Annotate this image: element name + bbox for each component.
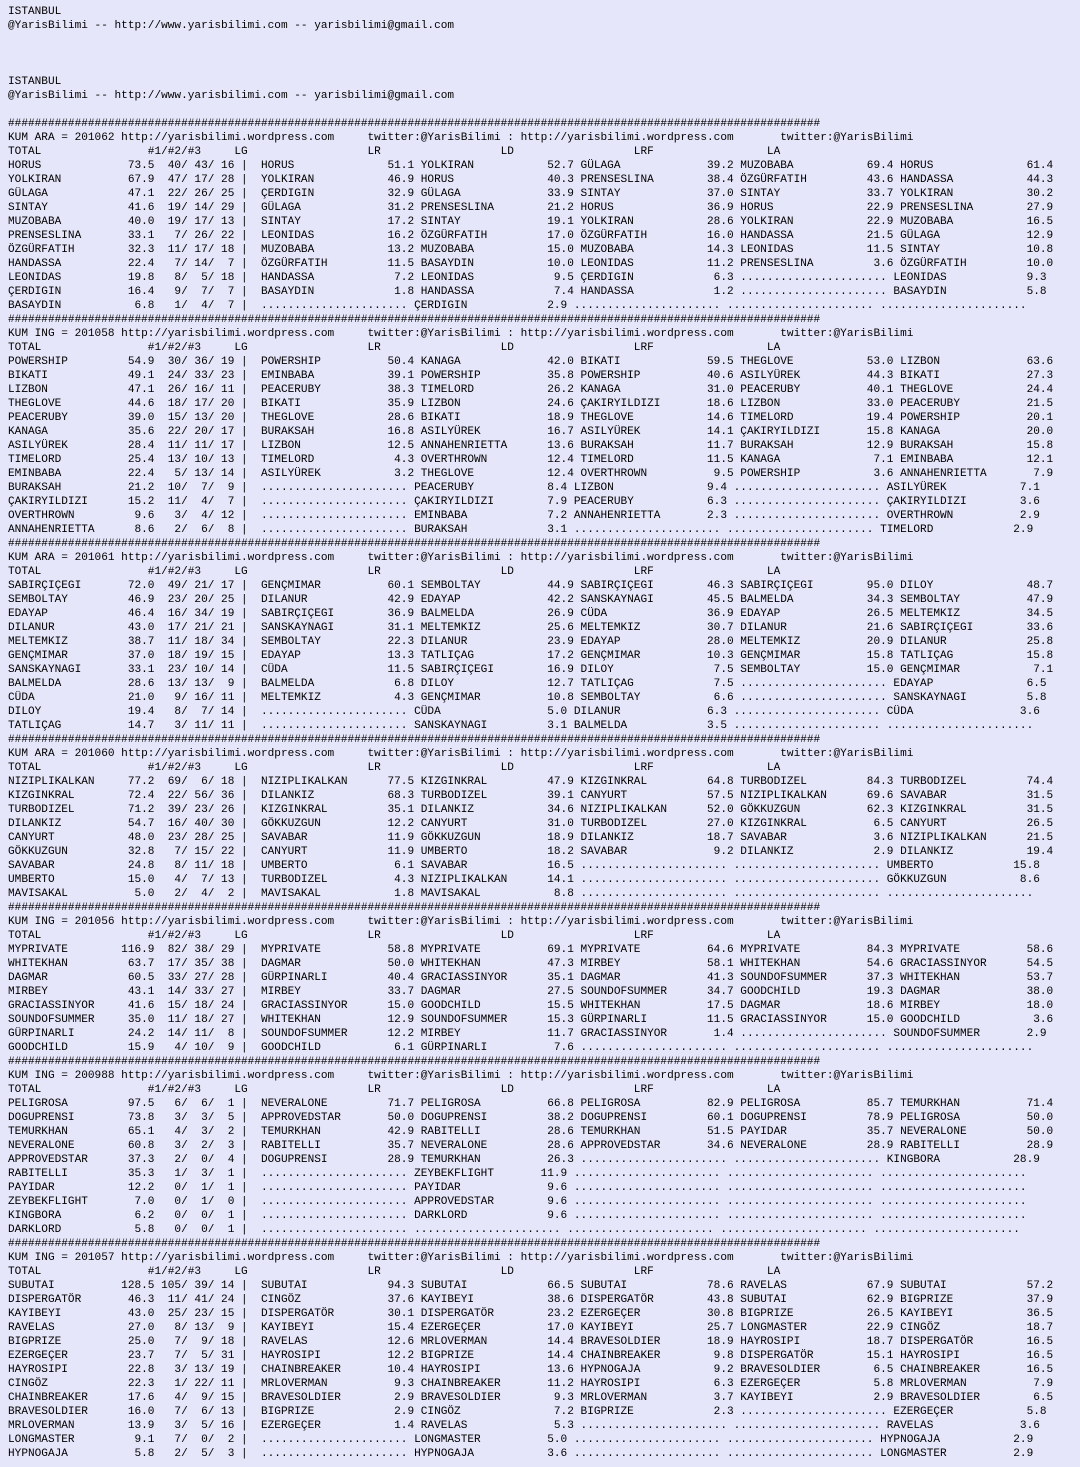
race-header-line: KUM ING = 201056 http://yarisbilimi.wordpress.com twitter:@YarisBilimi : http://yarisbilimi.wordpress.com twitter:@YarisBilimi	[8, 916, 914, 928]
result-row: GÜRPINARLI 24.2 14/ 11/ 8 | SOUNDOFSUMMER 12.2 MIRBEY 11.7 GRACIASSINYOR 1.4 ...................... SOUNDOFSUMMER 2.9	[8, 1028, 1047, 1040]
result-row: CÜDA 21.0 9/ 16/ 11 | MELTEMKIZ 4.3 GENÇMIMAR 10.8 SEMBOLTAY 6.6 ...................... SANSKAYNAGI 5.8	[8, 692, 1047, 704]
result-row: KIZGINKRAL 72.4 22/ 56/ 36 | DILANKIZ 68.3 TURBODIZEL 39.1 CANYURT 57.5 NIZIPLIKALKAN 69.6 SAVABAR 31.5	[8, 790, 1054, 802]
result-row: POWERSHIP 54.9 30/ 36/ 19 | POWERSHIP 50.4 KANAGA 42.0 BIKATI 59.5 THEGLOVE 53.0 LIZBON 63.6	[8, 356, 1054, 368]
result-row: MIRBEY 43.1 14/ 33/ 27 | MIRBEY 33.7 DAGMAR 27.5 SOUNDOFSUMMER 34.7 GOODCHILD 19.3 DAGMAR 38.0	[8, 986, 1054, 998]
result-row: RABITELLI 35.3 1/ 3/ 1 | ...................... ZEYBEKFLIGHT 11.9 ...................... ...................... ......................	[8, 1168, 1027, 1180]
result-row: SINTAY 41.6 19/ 14/ 29 | GÜLAGA 31.2 PRENSESLINA 21.2 HORUS 36.9 HORUS 22.9 PRENSESLINA 27.9	[8, 202, 1054, 214]
contact-line: @YarisBilimi -- http://www.yarisbilimi.com -- yarisbilimi@gmail.com	[8, 20, 455, 32]
result-row: NEVERALONE 60.8 3/ 2/ 3 | RABITELLI 35.7 NEVERALONE 28.6 APPROVEDSTAR 34.6 NEVERALONE 28.9 RABITELLI 28.9	[8, 1140, 1054, 1152]
result-row: LONGMASTER 9.1 7/ 0/ 2 | ...................... LONGMASTER 5.0 ...................... ...................... HYPNOGAJA 2.9	[8, 1434, 1034, 1446]
result-row: UMBERTO 15.0 4/ 7/ 13 | TURBODIZEL 4.3 NIZIPLIKALKAN 14.1 ...................... ...................... GÖKKUZGUN 8.6	[8, 874, 1040, 886]
result-row: EZERGEÇER 23.7 7/ 5/ 31 | HAYROSIPI 12.2 BIGPRIZE 14.4 CHAINBREAKER 9.8 DISPERGATÖR 15.1 HAYROSIPI 16.5	[8, 1350, 1054, 1362]
result-row: ÖZGÜRFATIH 32.3 11/ 17/ 18 | MUZOBABA 13.2 MUZOBABA 15.0 MUZOBABA 14.3 LEONIDAS 11.5 SINTAY 10.8	[8, 244, 1054, 256]
result-row: PELIGROSA 97.5 6/ 6/ 1 | NEVERALONE 71.7 PELIGROSA 66.8 PELIGROSA 82.9 PELIGROSA 85.7 TEMURKHAN 71.4	[8, 1098, 1054, 1110]
result-row: MELTEMKIZ 38.7 11/ 18/ 34 | SEMBOLTAY 22.3 DILANUR 23.9 EDAYAP 28.0 MELTEMKIZ 20.9 DILANUR 25.8	[8, 636, 1054, 648]
result-row: MRLOVERMAN 13.9 3/ 5/ 16 | EZERGEÇER 1.4 RAVELAS 5.3 ...................... ...................... RAVELAS 3.6	[8, 1420, 1040, 1432]
result-row: TEMURKHAN 65.1 4/ 3/ 2 | TEMURKHAN 42.9 RABITELLI 28.6 TEMURKHAN 51.5 PAYIDAR 35.7 NEVERALONE 50.0	[8, 1126, 1054, 1138]
result-row: MAVISAKAL 5.0 2/ 4/ 2 | MAVISAKAL 1.8 MAVISAKAL 8.8 ...................... ...................... ......................	[8, 888, 1034, 900]
result-row: SOUNDOFSUMMER 35.0 11/ 18/ 27 | WHITEKHAN 12.9 SOUNDOFSUMMER 15.3 GÜRPINARLI 11.5 GRACIASSINYOR 15.0 GOODCHILD 3.6	[8, 1014, 1054, 1026]
result-row: THEGLOVE 44.6 18/ 17/ 20 | BIKATI 35.9 LIZBON 24.6 ÇAKIRYILDIZI 18.6 LIZBON 33.0 PEACERUBY 21.5	[8, 398, 1054, 410]
result-row: TURBODIZEL 71.2 39/ 23/ 26 | KIZGINKRAL 35.1 DILANKIZ 34.6 NIZIPLIKALKAN 52.0 GÖKKUZGUN 62.3 KIZGINKRAL 31.5	[8, 804, 1054, 816]
section-divider: ##########################################################################################################################	[8, 734, 821, 746]
column-header-line: TOTAL #1/#2/#3 LG LR LD LRF LA	[8, 930, 781, 942]
result-row: EMINBABA 22.4 5/ 13/ 14 | ASILYÜREK 3.2 THEGLOVE 12.4 OVERTHROWN 9.5 POWERSHIP 3.6 ANNAHENRIETTA 7.9	[8, 468, 1054, 480]
column-header-line: TOTAL #1/#2/#3 LG LR LD LRF LA	[8, 342, 781, 354]
result-row: GENÇMIMAR 37.0 18/ 19/ 15 | EDAYAP 13.3 TATLIÇAG 17.2 GENÇMIMAR 10.3 GENÇMIMAR 15.8 TATLIÇAG 15.8	[8, 650, 1054, 662]
section-divider: ##########################################################################################################################	[8, 314, 821, 326]
result-row: HANDASSA 22.4 7/ 14/ 7 | ÖZGÜRFATIH 11.5 BASAYDIN 10.0 LEONIDAS 11.2 PRENSESLINA 3.6 ÖZGÜRFATIH 10.0	[8, 258, 1054, 270]
race-header-line: KUM ING = 201057 http://yarisbilimi.wordpress.com twitter:@YarisBilimi : http://yarisbilimi.wordpress.com twitter:@YarisBilimi	[8, 1252, 914, 1264]
column-header-line: TOTAL #1/#2/#3 LG LR LD LRF LA	[8, 1084, 781, 1096]
result-row: APPROVEDSTAR 37.3 2/ 0/ 4 | DOGUPRENSI 28.9 TEMURKHAN 26.3 ...................... ...................... KINGBORA 28.9	[8, 1154, 1040, 1166]
result-row: GOODCHILD 15.9 4/ 10/ 9 | GOODCHILD 6.1 GÜRPINARLI 7.6 ...................... ...................... ......................	[8, 1042, 1034, 1054]
column-header-line: TOTAL #1/#2/#3 LG LR LD LRF LA	[8, 762, 781, 774]
blank-line	[8, 103, 1080, 117]
result-row: HORUS 73.5 40/ 43/ 16 | HORUS 51.1 YOLKIRAN 52.7 GÜLAGA 39.2 MUZOBABA 69.4 HORUS 61.4	[8, 160, 1054, 172]
race-header-line: KUM ARA = 201061 http://yarisbilimi.wordpress.com twitter:@YarisBilimi : http://yarisbilimi.wordpress.com twitter:@YarisBilimi	[8, 552, 914, 564]
section-divider: ##########################################################################################################################	[8, 538, 821, 550]
result-row: GÖKKUZGUN 32.8 7/ 15/ 22 | CANYURT 11.9 UMBERTO 18.2 SAVABAR 9.2 DILANKIZ 2.9 DILANKIZ 19.4	[8, 846, 1054, 858]
result-row: KINGBORA 6.2 0/ 0/ 1 | ...................... DARKLORD 9.6 ...................... ...................... ......................	[8, 1210, 1027, 1222]
result-row: LIZBON 47.1 26/ 16/ 11 | PEACERUBY 38.3 TIMELORD 26.2 KANAGA 31.0 PEACERUBY 40.1 THEGLOVE 24.4	[8, 384, 1054, 396]
section-divider: ##########################################################################################################################	[8, 1238, 821, 1250]
result-row: PRENSESLINA 33.1 7/ 26/ 22 | LEONIDAS 16.2 ÖZGÜRFATIH 17.0 ÖZGÜRFATIH 16.0 HANDASSA 21.5 GÜLAGA 12.9	[8, 230, 1054, 242]
blank-line	[8, 33, 1080, 47]
column-header-line: TOTAL #1/#2/#3 LG LR LD LRF LA	[8, 566, 781, 578]
result-row: CANYURT 48.0 23/ 28/ 25 | SAVABAR 11.9 GÖKKUZGUN 18.9 DILANKIZ 18.7 SAVABAR 3.6 NIZIPLIKALKAN 21.5	[8, 832, 1054, 844]
result-row: DILANKIZ 54.7 16/ 40/ 30 | GÖKKUZGUN 12.2 CANYURT 31.0 TURBODIZEL 27.0 KIZGINKRAL 6.5 CANYURT 26.5	[8, 818, 1054, 830]
result-row: MYPRIVATE 116.9 82/ 38/ 29 | MYPRIVATE 58.8 MYPRIVATE 69.1 MYPRIVATE 64.6 MYPRIVATE 84.3 MYPRIVATE 58.6	[8, 944, 1054, 956]
result-row: DAGMAR 60.5 33/ 27/ 28 | GÜRPINARLI 40.4 GRACIASSINYOR 35.1 DAGMAR 41.3 SOUNDOFSUMMER 37.3 WHITEKHAN 53.7	[8, 972, 1054, 984]
result-row: SAVABAR 24.8 8/ 11/ 18 | UMBERTO 6.1 SAVABAR 16.5 ...................... ...................... UMBERTO 15.8	[8, 860, 1040, 872]
result-row: PEACERUBY 39.0 15/ 13/ 20 | THEGLOVE 28.6 BIKATI 18.9 THEGLOVE 14.6 TIMELORD 19.4 POWERSHIP 20.1	[8, 412, 1054, 424]
race-header-line: KUM ARA = 201062 http://yarisbilimi.wordpress.com twitter:@YarisBilimi : http://yarisbilimi.wordpress.com twitter:@YarisBilimi	[8, 132, 914, 144]
result-row: LEONIDAS 19.8 8/ 5/ 18 | HANDASSA 7.2 LEONIDAS 9.5 ÇERDIGIN 6.3 ...................... LEONIDAS 9.3	[8, 272, 1047, 284]
result-row: ASILYÜREK 28.4 11/ 11/ 17 | LIZBON 12.5 ANNAHENRIETTA 13.6 BURAKSAH 11.7 BURAKSAH 12.9 BURAKSAH 15.8	[8, 440, 1054, 452]
result-row: BRAVESOLDIER 16.0 7/ 6/ 13 | BIGPRIZE 2.9 CINGÖZ 7.2 BIGPRIZE 2.3 ...................... EZERGEÇER 5.8	[8, 1406, 1047, 1418]
result-row: DILOY 19.4 8/ 7/ 14 | ...................... CÜDA 5.0 DILANUR 6.3 ...................... CÜDA 3.6	[8, 706, 1040, 718]
column-header-line: TOTAL #1/#2/#3 LG LR LD LRF LA	[8, 146, 781, 158]
result-row: WHITEKHAN 63.7 17/ 35/ 38 | DAGMAR 50.0 WHITEKHAN 47.3 MIRBEY 58.1 WHITEKHAN 54.6 GRACIASSINYOR 54.5	[8, 958, 1054, 970]
result-row: ÇAKIRYILDIZI 15.2 11/ 4/ 7 | ...................... ÇAKIRYILDIZI 7.9 PEACERUBY 6.3 ...................... ÇAKIRYILDIZI 3.6	[8, 496, 1040, 508]
city-title: ISTANBUL	[8, 6, 62, 18]
result-row: TATLIÇAG 14.7 3/ 11/ 11 | ...................... SANSKAYNAGI 3.1 BALMELDA 3.5 ...................... ......................	[8, 720, 1034, 732]
result-row: GRACIASSINYOR 41.6 15/ 18/ 24 | GRACIASSINYOR 15.0 GOODCHILD 15.5 WHITEKHAN 17.5 DAGMAR 18.6 MIRBEY 18.0	[8, 1000, 1054, 1012]
result-row: BASAYDIN 6.8 1/ 4/ 7 | ...................... ÇERDIGIN 2.9 ...................... ...................... ......................	[8, 300, 1027, 312]
result-row: MUZOBABA 40.0 19/ 17/ 13 | SINTAY 17.2 SINTAY 19.1 YOLKIRAN 28.6 YOLKIRAN 22.9 MUZOBABA 16.5	[8, 216, 1054, 228]
result-row: DISPERGATÖR 46.3 11/ 41/ 24 | CINGÖZ 37.6 KAYIBEYI 38.6 DISPERGATÖR 43.8 SUBUTAI 62.9 BIGPRIZE 37.9	[8, 1294, 1054, 1306]
result-row: CHAINBREAKER 17.6 4/ 9/ 15 | BRAVESOLDIER 2.9 BRAVESOLDIER 9.3 MRLOVERMAN 3.7 KAYIBEYI 2.9 BRAVESOLDIER 6.5	[8, 1392, 1054, 1404]
result-row: SABIRÇIÇEGI 72.0 49/ 21/ 17 | GENÇMIMAR 60.1 SEMBOLTAY 44.9 SABIRÇIÇEGI 46.3 SABIRÇIÇEGI 95.0 DILOY 48.7	[8, 580, 1054, 592]
section-divider: ##########################################################################################################################	[8, 902, 821, 914]
result-row: SEMBOLTAY 46.9 23/ 20/ 25 | DILANUR 42.9 EDAYAP 42.2 SANSKAYNAGI 45.5 BALMELDA 34.3 SEMBOLTAY 47.9	[8, 594, 1054, 606]
race-header-line: KUM ARA = 201060 http://yarisbilimi.wordpress.com twitter:@YarisBilimi : http://yarisbilimi.wordpress.com twitter:@YarisBilimi	[8, 748, 914, 760]
result-row: BIGPRIZE 25.0 7/ 9/ 18 | RAVELAS 12.6 MRLOVERMAN 14.4 BRAVESOLDIER 18.9 HAYROSIPI 18.7 DISPERGATÖR 16.5	[8, 1336, 1054, 1348]
result-row: HYPNOGAJA 5.8 2/ 5/ 3 | ...................... HYPNOGAJA 3.6 ...................... ...................... LONGMASTER 2.9	[8, 1448, 1034, 1460]
column-header-line: TOTAL #1/#2/#3 LG LR LD LRF LA	[8, 1266, 781, 1278]
result-row: ZEYBEKFLIGHT 7.0 0/ 1/ 0 | ...................... APPROVEDSTAR 9.6 ...................... ...................... ......................	[8, 1196, 1027, 1208]
result-row: HAYROSIPI 22.8 3/ 13/ 19 | CHAINBREAKER 10.4 HAYROSIPI 13.6 HYPNOGAJA 9.2 BRAVESOLDIER 6.5 CHAINBREAKER 16.5	[8, 1364, 1054, 1376]
result-row: BALMELDA 28.6 13/ 13/ 9 | BALMELDA 6.8 DILOY 12.7 TATLIÇAG 7.5 ...................... EDAYAP 6.5	[8, 678, 1047, 690]
result-row: SANSKAYNAGI 33.1 23/ 10/ 14 | CÜDA 11.5 SABIRÇIÇEGI 16.9 DILOY 7.5 SEMBOLTAY 15.0 GENÇMIMAR 7.1	[8, 664, 1054, 676]
section-divider: ##########################################################################################################################	[8, 1056, 821, 1068]
result-row: PAYIDAR 12.2 0/ 1/ 1 | ...................... PAYIDAR 9.6 ...................... ...................... ......................	[8, 1182, 1027, 1194]
result-row: ANNAHENRIETTA 8.6 2/ 6/ 8 | ...................... BURAKSAH 3.1 ...................... ...................... TIMELORD 2.9	[8, 524, 1034, 536]
section-divider: ##########################################################################################################################	[8, 118, 821, 130]
result-row: BURAKSAH 21.2 10/ 7/ 9 | ...................... PEACERUBY 8.4 LIZBON 9.4 ...................... ASILYÜREK 7.1	[8, 482, 1040, 494]
result-row: BIKATI 49.1 24/ 33/ 23 | EMINBABA 39.1 POWERSHIP 35.8 POWERSHIP 40.6 ASILYÜREK 44.3 BIKATI 27.3	[8, 370, 1054, 382]
result-row: DILANUR 43.0 17/ 21/ 21 | SANSKAYNAGI 31.1 MELTEMKIZ 25.6 MELTEMKIZ 30.7 DILANUR 21.6 SABIRÇIÇEGI 33.6	[8, 622, 1054, 634]
result-row: EDAYAP 46.4 16/ 34/ 19 | SABIRÇIÇEGI 36.9 BALMELDA 26.9 CÜDA 36.9 EDAYAP 26.5 MELTEMKIZ 34.5	[8, 608, 1054, 620]
result-row: OVERTHROWN 9.6 3/ 4/ 12 | ...................... EMINBABA 7.2 ANNAHENRIETTA 2.3 ...................... OVERTHROWN 2.9	[8, 510, 1040, 522]
race-header-line: KUM ING = 201058 http://yarisbilimi.wordpress.com twitter:@YarisBilimi : http://yarisbilimi.wordpress.com twitter:@YarisBilimi	[8, 328, 914, 340]
result-row: KAYIBEYI 43.0 25/ 23/ 15 | DISPERGATÖR 30.1 DISPERGATÖR 23.2 EZERGEÇER 30.8 BIGPRIZE 26.5 KAYIBEYI 36.5	[8, 1308, 1054, 1320]
result-row: DOGUPRENSI 73.8 3/ 3/ 5 | APPROVEDSTAR 50.0 DOGUPRENSI 38.2 DOGUPRENSI 60.1 DOGUPRENSI 78.9 PELIGROSA 50.0	[8, 1112, 1054, 1124]
blank-line	[8, 61, 1080, 75]
blank-line	[8, 47, 1080, 61]
result-row: RAVELAS 27.0 8/ 13/ 9 | KAYIBEYI 15.4 EZERGEÇER 17.0 KAYIBEYI 25.7 LONGMASTER 22.9 CINGÖZ 18.7	[8, 1322, 1054, 1334]
result-row: NIZIPLIKALKAN 77.2 69/ 6/ 18 | NIZIPLIKALKAN 77.5 KIZGINKRAL 47.9 KIZGINKRAL 64.8 TURBODIZEL 84.3 TURBODIZEL 74.4	[8, 776, 1054, 788]
result-row: ÇERDIGIN 16.4 9/ 7/ 7 | BASAYDIN 1.8 HANDASSA 7.4 HANDASSA 1.2 ...................... BASAYDIN 5.8	[8, 286, 1047, 298]
result-row: YOLKIRAN 67.9 47/ 17/ 28 | YOLKIRAN 46.9 HORUS 40.3 PRENSESLINA 38.4 ÖZGÜRFATIH 43.6 HANDASSA 44.3	[8, 174, 1054, 186]
result-row: DARKLORD 5.8 0/ 0/ 1 | ...................... ...................... ...................... ...................... ......................	[8, 1224, 1020, 1236]
result-row: SUBUTAI 128.5 105/ 39/ 14 | SUBUTAI 94.3 SUBUTAI 66.5 SUBUTAI 78.6 RAVELAS 67.9 SUBUTAI 57.2	[8, 1280, 1054, 1292]
result-row: CINGÖZ 22.3 1/ 22/ 11 | MRLOVERMAN 9.3 CHAINBREAKER 11.2 HAYROSIPI 6.3 EZERGEÇER 5.8 MRLOVERMAN 7.9	[8, 1378, 1054, 1390]
result-row: KANAGA 35.6 22/ 20/ 17 | BURAKSAH 16.8 ASILYÜREK 16.7 ASILYÜREK 14.1 ÇAKIRYILDIZI 15.8 KANAGA 20.0	[8, 426, 1054, 438]
contact-line: @YarisBilimi -- http://www.yarisbilimi.com -- yarisbilimi@gmail.com	[8, 90, 455, 102]
race-header-line: KUM ING = 200988 http://yarisbilimi.wordpress.com twitter:@YarisBilimi : http://yarisbilimi.wordpress.com twitter:@YarisBilimi	[8, 1070, 914, 1082]
result-row: TIMELORD 25.4 13/ 10/ 13 | TIMELORD 4.3 OVERTHROWN 12.4 TIMELORD 11.5 KANAGA 7.1 EMINBABA 12.1	[8, 454, 1054, 466]
city-title: ISTANBUL	[8, 76, 62, 88]
result-row: GÜLAGA 47.1 22/ 26/ 25 | ÇERDIGIN 32.9 GÜLAGA 33.9 SINTAY 37.0 SINTAY 33.7 YOLKIRAN 30.2	[8, 188, 1054, 200]
